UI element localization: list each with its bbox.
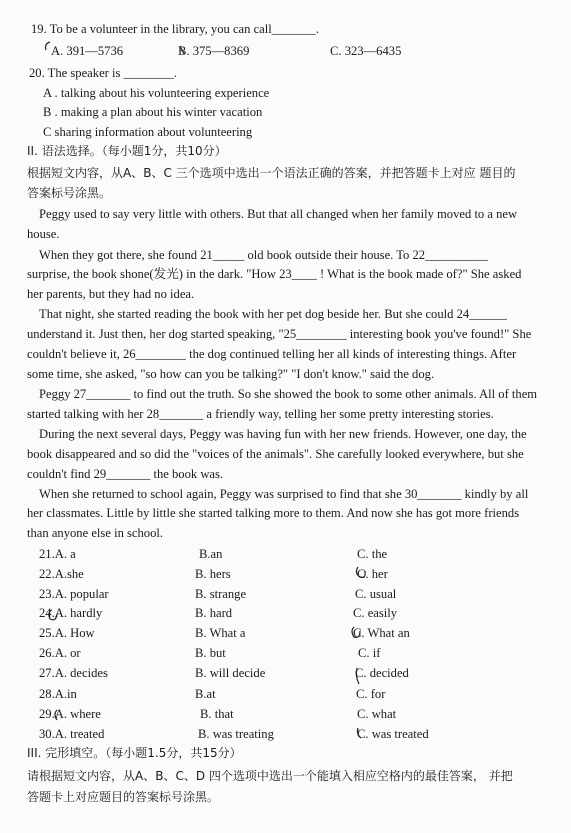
answer-22-c: C. her <box>357 567 388 581</box>
pen-mark <box>46 42 51 50</box>
answer-26-a: 26.A. or <box>39 646 81 660</box>
passage-line: started talking with her 28_______ a friendly way, telling her some pretty interesting stories. <box>27 407 494 421</box>
q20-option-b: B . making a plan about his winter vacation <box>43 105 263 119</box>
answer-24-a: 24.A. hardly <box>39 606 103 620</box>
pen-mark <box>352 627 360 637</box>
section-3-instruction-line1: 请根据短文内容，从A、B、C、D 四个选项中选出一个能填入相应空格内的最佳答案， 并把 <box>27 769 513 783</box>
answer-21-c: C. the <box>357 547 388 561</box>
passage-line: understand it. Just then, her dog started speaking, "25________ interesting book you've found!" She <box>27 327 532 341</box>
answer-25-b: B. What a <box>195 626 246 640</box>
q20-option-c: C sharing information about volunteering <box>43 125 253 139</box>
answer-26-b: B. but <box>195 646 226 660</box>
pen-mark <box>55 710 57 720</box>
answer-27-c: C. decided <box>355 666 409 680</box>
passage-line: house. <box>27 227 60 241</box>
answer-23-a: 23.A. popular <box>39 587 109 601</box>
pen-mark <box>180 46 184 54</box>
passage-line: When she returned to school again, Peggy was surprised to find that she 30_______ kindly by all <box>39 487 529 501</box>
q19-option-a: A. 391—5736 <box>51 44 124 58</box>
answer-21-b: B.an <box>199 547 223 561</box>
answer-30-b: B. was treating <box>198 727 274 741</box>
answer-30-c: C. was treated <box>357 727 429 741</box>
pen-mark <box>49 610 57 620</box>
q19-stem: 19. To be a volunteer in the library, you can call_______. <box>31 22 319 36</box>
answer-22-a: 22.A.she <box>39 567 84 581</box>
answer-28-a: 28.A.in <box>39 687 77 701</box>
q20-option-a: A . talking about his volunteering experience <box>43 86 270 100</box>
passage-line: her classmates. Little by little she started talking more to them. And now she has got more friends <box>27 506 520 520</box>
passage-line: surprise, the book shone(发光) in the dark. "How 23____ ! What is the book made of?" She asked <box>27 267 522 281</box>
answer-28-b: B.at <box>195 687 216 701</box>
answer-25-a: 25.A. How <box>39 626 95 640</box>
answer-29-c: C. what <box>357 707 397 721</box>
pen-mark <box>356 668 359 684</box>
q19-option-c: C. 323—6435 <box>330 44 402 58</box>
passage-line: Peggy 27_______ to find out the truth. So she showed the book to some other animals. All of them <box>39 387 538 401</box>
answer-28-c: C. for <box>356 687 386 701</box>
section-3-instruction-line2: 答题卡上对应题目的答案标号涂黑。 <box>27 790 220 804</box>
section-2-instruction-line1: 根据短文内容，从A、B、C 三个选项中选出一个语法正确的答案，并把答题卡上对应 题目的 <box>27 166 516 180</box>
answer-24-c: C. easily <box>353 606 398 620</box>
answer-27-b: B. will decide <box>195 666 266 680</box>
section-2-instruction-line2: 答案标号涂黑。 <box>27 186 112 200</box>
passage-line: That night, she started reading the book with her pet dog beside her. But she could 24______ <box>39 307 507 321</box>
q20-stem: 20. The speaker is ________. <box>29 66 178 80</box>
answer-24-b: B. hard <box>195 606 233 620</box>
pen-mark <box>357 728 361 738</box>
answer-29-a: 29.A. where <box>39 707 101 721</box>
answer-22-b: B. hers <box>195 567 231 581</box>
passage-line: book disappeared and so did the "voices of the animals". She carefully looked everywhere, but she <box>27 447 524 461</box>
passage-line: couldn't believe it, 26________ the dog continued telling her all kinds of interesting things. After <box>27 347 517 361</box>
passage-line: During the next several days, Peggy was having fun with her new friends. However, one day, the <box>39 427 527 441</box>
passage-line: than anyone else in school. <box>27 526 164 540</box>
answer-21-a: 21.A. a <box>39 547 76 561</box>
section-3-title: III. 完形填空。（每小题1.5分，共15分） <box>27 746 242 760</box>
passage-line: her parents, but they had no idea. <box>27 287 195 301</box>
answer-27-a: 27.A. decides <box>39 666 108 680</box>
answer-30-a: 30.A. treated <box>39 727 105 741</box>
answer-23-c: C. usual <box>355 587 397 601</box>
passage-line: couldn't find 29_______ the book was. <box>27 467 224 481</box>
q19-option-b: B. 375—8369 <box>178 44 250 58</box>
answer-25-c: C. What an <box>353 626 410 640</box>
pen-mark <box>356 567 365 577</box>
passage-line: some time, she asked, "so how can you be talking?" "I don't know." said the dog. <box>27 367 435 381</box>
passage-line: Peggy used to say very little with others. But that all changed when her family moved to a new <box>39 207 518 221</box>
section-2-title: II. 语法选择。（每小题1分，共10分） <box>27 144 227 158</box>
passage-line: When they got there, she found 21_____ old book outside their house. To 22__________ <box>39 248 489 262</box>
answer-29-b: B. that <box>200 707 234 721</box>
answer-23-b: B. strange <box>195 587 247 601</box>
answer-26-c: C. if <box>358 646 381 660</box>
